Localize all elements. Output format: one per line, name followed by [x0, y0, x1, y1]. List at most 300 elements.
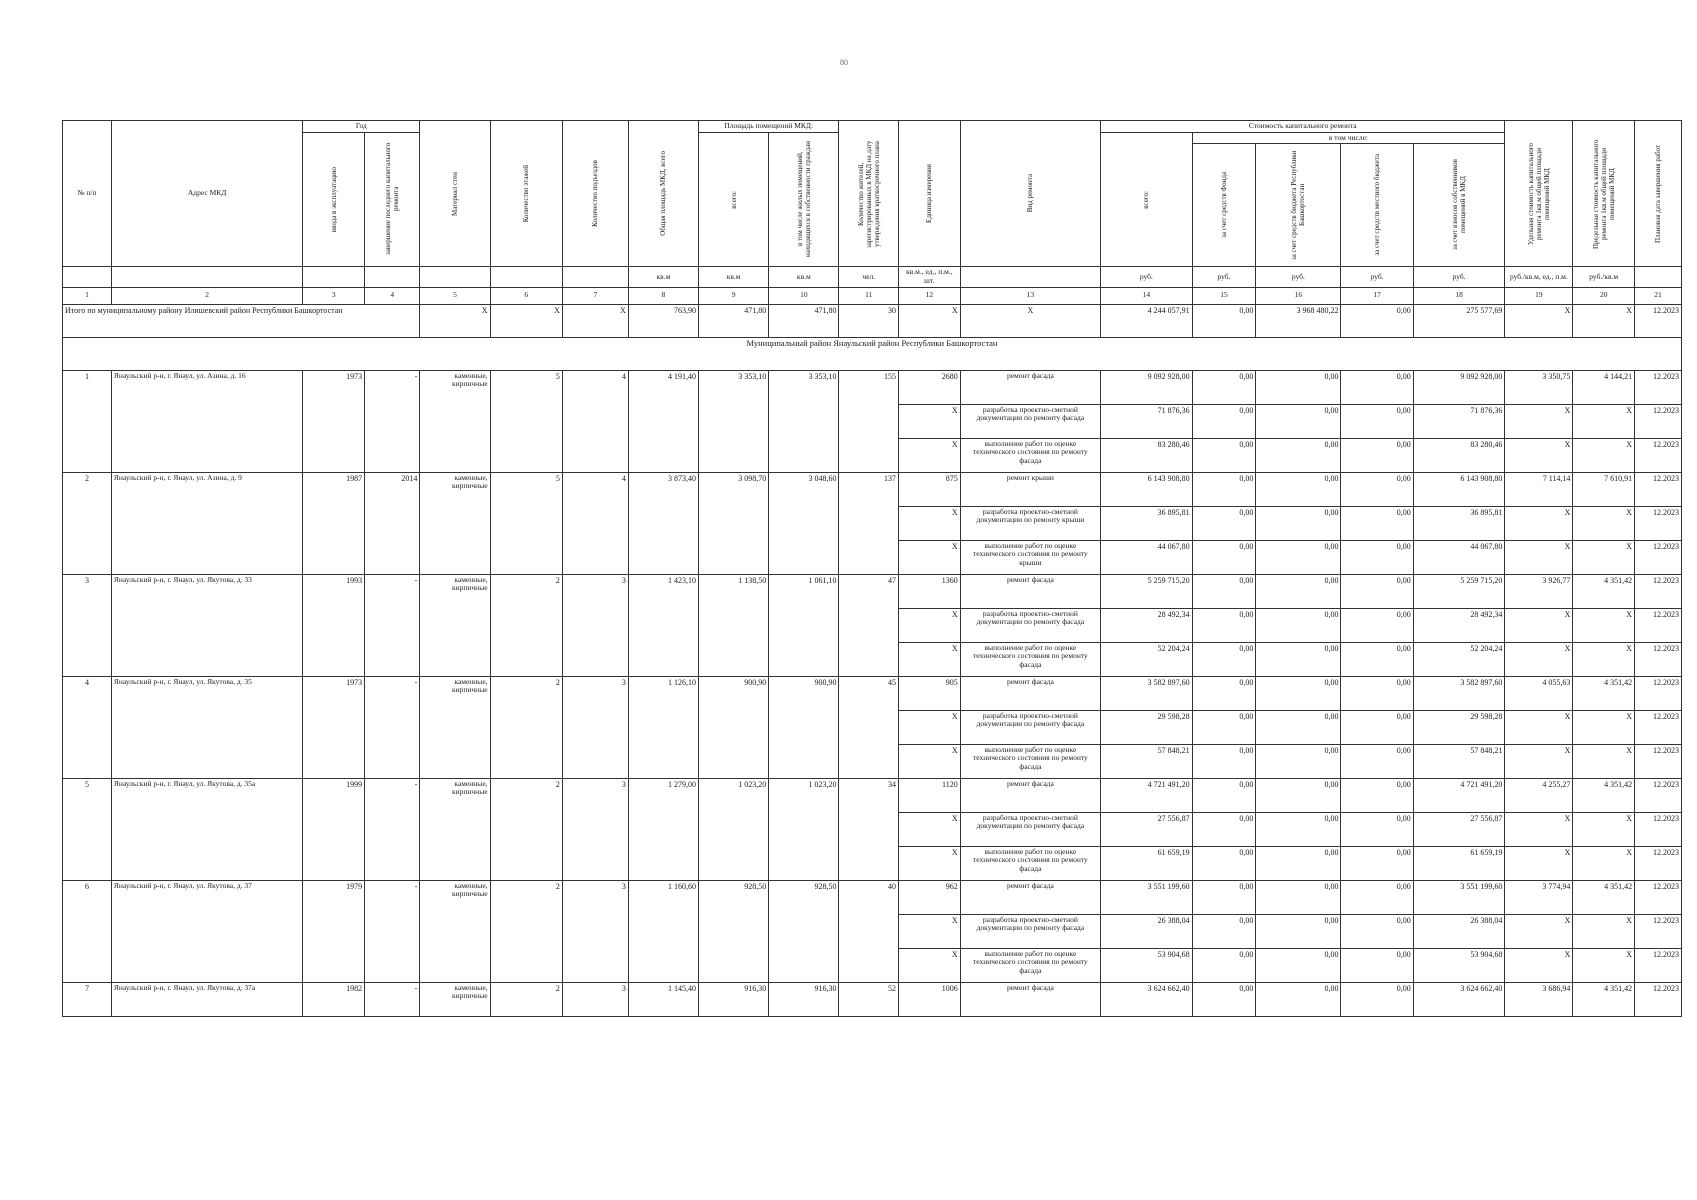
premises-total: 1 138,50 — [699, 574, 769, 676]
cost-owners: 57 848,21 — [1413, 744, 1505, 778]
cost-total: 83 280,46 — [1101, 438, 1192, 472]
year-last-repair: - — [365, 574, 420, 676]
cost-total: 52 204,24 — [1101, 642, 1192, 676]
floors-count: 2 — [490, 574, 562, 676]
column-number-cell: 9 — [699, 287, 769, 304]
cost-total: 4 721 491,20 — [1101, 778, 1192, 812]
max-cost: X — [1573, 744, 1635, 778]
cost-owners: 28 492,34 — [1413, 608, 1505, 642]
unit-cost: 7 114,14 — [1505, 472, 1573, 506]
planned-date: 12.2023 — [1635, 676, 1682, 710]
cost-fund: 0,00 — [1192, 404, 1256, 438]
unit-cost: X — [1505, 438, 1573, 472]
unit-cell: руб. — [1192, 267, 1256, 287]
column-number-cell: 13 — [960, 287, 1100, 304]
cost-total: 3 624 662,40 — [1101, 982, 1192, 1016]
cost-republic: 0,00 — [1256, 608, 1341, 642]
wall-material: каменные, кирпичные — [420, 676, 490, 778]
measure-unit: 962 — [899, 880, 961, 914]
total-row — [63, 304, 1682, 337]
cost-republic: 0,00 — [1256, 506, 1341, 540]
entrances-count: 3 — [562, 778, 628, 880]
floors-count: 5 — [490, 370, 562, 472]
unit-cell — [365, 267, 420, 287]
repair-type: выполнение работ по оценке технического состояния по ремонту фасада — [960, 642, 1100, 676]
cost-owners: 44 067,80 — [1413, 540, 1505, 574]
cost-fund: 0,00 — [1192, 506, 1256, 540]
unit-cell: кв.м — [628, 267, 698, 287]
header-num: № п/п — [63, 121, 112, 267]
building-address: Янаульский р-н, г. Янаул, ул. Якутова, д. 35а — [111, 778, 302, 880]
cost-republic: 0,00 — [1256, 642, 1341, 676]
cost-owners: 3 582 897,60 — [1413, 676, 1505, 710]
planned-date: 12.2023 — [1635, 846, 1682, 880]
planned-date: 12.2023 — [1635, 540, 1682, 574]
cost-local: 0,00 — [1341, 676, 1413, 710]
cost-republic: 0,00 — [1256, 438, 1341, 472]
building-row — [63, 472, 1682, 506]
unit-cell: кв.м., ед., п.м., шт. — [899, 267, 961, 287]
unit-cost: 4 255,27 — [1505, 778, 1573, 812]
premises-total: 916,30 — [699, 982, 769, 1016]
year-last-repair: - — [365, 982, 420, 1016]
header-unit-cost: Удельная стоимость капитального ремонта 1кв.м общей площади помещений МКД — [1505, 121, 1573, 267]
residents-count: 40 — [839, 880, 899, 982]
row-num: 3 — [63, 574, 112, 676]
header-year-commission: ввода в эксплуатацию — [303, 132, 365, 267]
cost-local: 0,00 — [1341, 506, 1413, 540]
cost-owners: 29 598,28 — [1413, 710, 1505, 744]
cost-fund: 0,00 — [1192, 982, 1256, 1016]
planned-date: 12.2023 — [1635, 642, 1682, 676]
planned-date: 12.2023 — [1635, 574, 1682, 608]
wall-material: каменные, кирпичные — [420, 982, 490, 1016]
max-cost: X — [1573, 948, 1635, 982]
cost-fund: 0,00 — [1192, 778, 1256, 812]
column-number-cell: 5 — [420, 287, 490, 304]
cost-owners: 27 556,87 — [1413, 812, 1505, 846]
cost-owners: 26 388,04 — [1413, 914, 1505, 948]
wall-material: каменные, кирпичные — [420, 778, 490, 880]
planned-date: 12.2023 — [1635, 506, 1682, 540]
row-num: 7 — [63, 982, 112, 1016]
header-year-group: Год — [303, 121, 420, 133]
wall-material: каменные, кирпичные — [420, 370, 490, 472]
year-commission: 1987 — [303, 472, 365, 574]
planned-date: 12.2023 — [1635, 370, 1682, 404]
measure-unit: 2680 — [899, 370, 961, 404]
premises-private: 1 023,20 — [769, 778, 839, 880]
header-year-last-repair: завершение последнего капитального ремонта — [365, 132, 420, 267]
unit-cost: 4 055,63 — [1505, 676, 1573, 710]
cost-local: 0,00 — [1341, 846, 1413, 880]
floors-count: 5 — [490, 472, 562, 574]
year-commission: 1973 — [303, 676, 365, 778]
unit-cell: руб./кв.м — [1573, 267, 1635, 287]
cost-fund: 0,00 — [1192, 676, 1256, 710]
measure-unit: X — [899, 846, 961, 880]
planned-date: 12.2023 — [1635, 608, 1682, 642]
residents-count: 47 — [839, 574, 899, 676]
unit-cost: 3 774,94 — [1505, 880, 1573, 914]
cost-local: 0,00 — [1341, 948, 1413, 982]
header-cost-total: всего: — [1101, 132, 1192, 267]
header-cost-republic: за счет средств бюджета Республики Башкортостан — [1256, 144, 1341, 267]
planned-date: 12.2023 — [1635, 778, 1682, 812]
premises-total: 928,50 — [699, 880, 769, 982]
cost-local: 0,00 — [1341, 438, 1413, 472]
repair-register-table — [62, 120, 1682, 1017]
row-num: 1 — [63, 370, 112, 472]
floors-count: 2 — [490, 778, 562, 880]
building-address: Янаульский р-н, г. Янаул, ул. Якутова, д. 37а — [111, 982, 302, 1016]
measure-unit: X — [899, 642, 961, 676]
unit-cell: руб. — [1413, 267, 1505, 287]
unit-cell — [562, 267, 628, 287]
repair-type: разработка проектно-сметной документации по ремонту фасада — [960, 914, 1100, 948]
max-cost: 4 144,21 — [1573, 370, 1635, 404]
cost-local: 0,00 — [1341, 914, 1413, 948]
cost-fund: 0,00 — [1192, 914, 1256, 948]
building-row — [63, 676, 1682, 710]
column-numbers-row — [63, 287, 1682, 304]
building-row — [63, 778, 1682, 812]
unit-cost: X — [1505, 608, 1573, 642]
cost-total: 53 904,68 — [1101, 948, 1192, 982]
cost-republic: 0,00 — [1256, 812, 1341, 846]
cost-total: 3 551 199,60 — [1101, 880, 1192, 914]
row-num: 4 — [63, 676, 112, 778]
column-number-cell: 16 — [1256, 287, 1341, 304]
measure-unit: X — [899, 540, 961, 574]
premises-private: 928,50 — [769, 880, 839, 982]
total-area: 4 191,40 — [628, 370, 698, 472]
unit-cell — [303, 267, 365, 287]
cost-republic: 0,00 — [1256, 370, 1341, 404]
column-number-cell: 10 — [769, 287, 839, 304]
header-measure-unit: Единица измерения — [899, 121, 961, 267]
cost-local: 0,00 — [1341, 744, 1413, 778]
max-cost: 4 351,42 — [1573, 676, 1635, 710]
unit-cost: X — [1505, 744, 1573, 778]
register-table-wrap — [62, 120, 1682, 1017]
measure-unit: X — [899, 812, 961, 846]
header-planned-date: Плановая дата завершения работ — [1635, 121, 1682, 267]
max-cost: X — [1573, 846, 1635, 880]
max-cost: 4 351,42 — [1573, 880, 1635, 914]
repair-type: выполнение работ по оценке технического состояния по ремонту крыши — [960, 540, 1100, 574]
unit-cell: кв.м — [769, 267, 839, 287]
header-residents: Количество жителей, зарегистрированных в МКД на дату утверждения краткосрочного плана — [839, 121, 899, 267]
cost-total: 57 848,21 — [1101, 744, 1192, 778]
cost-republic: 0,00 — [1256, 710, 1341, 744]
cost-fund: 0,00 — [1192, 846, 1256, 880]
cost-local: 0,00 — [1341, 710, 1413, 744]
residents-count: 45 — [839, 676, 899, 778]
column-number-cell: 12 — [899, 287, 961, 304]
total-area: 1 145,40 — [628, 982, 698, 1016]
cost-republic: 0,00 — [1256, 574, 1341, 608]
column-number-cell: 15 — [1192, 287, 1256, 304]
max-cost: X — [1573, 642, 1635, 676]
total-area: 1 160,60 — [628, 880, 698, 982]
cost-local: 0,00 — [1341, 472, 1413, 506]
building-address: Янаульский р-н, г. Янаул, ул. Азина, д. 16 — [111, 370, 302, 472]
unit-cost: X — [1505, 710, 1573, 744]
total-cost-fund: 0,00 — [1192, 304, 1256, 337]
cost-total: 9 092 928,00 — [1101, 370, 1192, 404]
unit-cell — [63, 267, 112, 287]
section-title: Муниципальный район Янаульский район Республики Башкортостан — [63, 337, 1682, 370]
unit-cell: кв.м — [699, 267, 769, 287]
building-row — [63, 880, 1682, 914]
year-last-repair: - — [365, 370, 420, 472]
cost-republic: 0,00 — [1256, 676, 1341, 710]
header-cost-local: за счет средств местного бюджета — [1341, 144, 1413, 267]
measure-unit: 905 — [899, 676, 961, 710]
year-commission: 1979 — [303, 880, 365, 982]
repair-type: разработка проектно-сметной документации по ремонту фасада — [960, 812, 1100, 846]
entrances-count: 4 — [562, 472, 628, 574]
header-repair-type: Вид ремонта — [960, 121, 1100, 267]
year-commission: 1982 — [303, 982, 365, 1016]
total-area: 3 873,40 — [628, 472, 698, 574]
cost-total: 29 598,28 — [1101, 710, 1192, 744]
header-wall-material: Материал стен — [420, 121, 490, 267]
max-cost: 4 351,42 — [1573, 982, 1635, 1016]
max-cost: X — [1573, 438, 1635, 472]
measure-unit: X — [899, 404, 961, 438]
header-total-area: Общая площадь МКД, всего — [628, 121, 698, 267]
wall-material: каменные, кирпичные — [420, 472, 490, 574]
cost-local: 0,00 — [1341, 370, 1413, 404]
measure-unit: X — [899, 710, 961, 744]
cost-owners: 6 143 908,80 — [1413, 472, 1505, 506]
repair-type: разработка проектно-сметной документации по ремонту фасада — [960, 710, 1100, 744]
unit-cost: X — [1505, 812, 1573, 846]
building-address: Янаульский р-н, г. Янаул, ул. Якутова, д. 33 — [111, 574, 302, 676]
total-area: 1 126,10 — [628, 676, 698, 778]
floors-count: 2 — [490, 676, 562, 778]
entrances-count: 3 — [562, 880, 628, 982]
building-address: Янаульский р-н, г. Янаул, ул. Якутова, д. 37 — [111, 880, 302, 982]
measure-unit: X — [899, 948, 961, 982]
cost-fund: 0,00 — [1192, 710, 1256, 744]
planned-date: 12.2023 — [1635, 710, 1682, 744]
entrances-count: 4 — [562, 370, 628, 472]
unit-cell — [490, 267, 562, 287]
total-date: 12.2023 — [1635, 304, 1682, 337]
header-premises-private: в том числе жилых помещений, находящихся в собственности граждан — [769, 132, 839, 267]
residents-count: 155 — [839, 370, 899, 472]
building-row — [63, 574, 1682, 608]
premises-total: 3 098,70 — [699, 472, 769, 574]
cost-total: 5 259 715,20 — [1101, 574, 1192, 608]
planned-date: 12.2023 — [1635, 404, 1682, 438]
max-cost: X — [1573, 608, 1635, 642]
year-last-repair: - — [365, 778, 420, 880]
wall-material: каменные, кирпичные — [420, 880, 490, 982]
measure-unit: X — [899, 914, 961, 948]
residents-count: 52 — [839, 982, 899, 1016]
premises-private: 916,30 — [769, 982, 839, 1016]
planned-date: 12.2023 — [1635, 982, 1682, 1016]
cost-republic: 0,00 — [1256, 778, 1341, 812]
repair-type: выполнение работ по оценке технического состояния по ремонту фасада — [960, 948, 1100, 982]
repair-type: выполнение работ по оценке технического состояния по ремонту фасада — [960, 846, 1100, 880]
unit-cost: X — [1505, 948, 1573, 982]
cost-fund: 0,00 — [1192, 608, 1256, 642]
column-number-cell: 7 — [562, 287, 628, 304]
cost-owners: 5 259 715,20 — [1413, 574, 1505, 608]
cost-owners: 61 659,19 — [1413, 846, 1505, 880]
entrances-count: 3 — [562, 574, 628, 676]
row-num: 6 — [63, 880, 112, 982]
entrances-count: 3 — [562, 982, 628, 1016]
premises-total: 3 353,10 — [699, 370, 769, 472]
premises-private: 3 048,60 — [769, 472, 839, 574]
planned-date: 12.2023 — [1635, 438, 1682, 472]
total-area: 1 423,10 — [628, 574, 698, 676]
cost-local: 0,00 — [1341, 608, 1413, 642]
total-unit-cost: X — [1505, 304, 1573, 337]
cost-fund: 0,00 — [1192, 948, 1256, 982]
total-entrances: X — [562, 304, 628, 337]
total-cost-republic: 3 968 480,22 — [1256, 304, 1341, 337]
measure-unit: 1360 — [899, 574, 961, 608]
cost-total: 27 556,87 — [1101, 812, 1192, 846]
unit-cost: X — [1505, 846, 1573, 880]
column-number-cell: 18 — [1413, 287, 1505, 304]
cost-fund: 0,00 — [1192, 812, 1256, 846]
total-repair-type: X — [960, 304, 1100, 337]
year-commission: 1999 — [303, 778, 365, 880]
cost-republic: 0,00 — [1256, 404, 1341, 438]
max-cost: 4 351,42 — [1573, 574, 1635, 608]
cost-republic: 0,00 — [1256, 540, 1341, 574]
planned-date: 12.2023 — [1635, 744, 1682, 778]
cost-fund: 0,00 — [1192, 880, 1256, 914]
wall-material: каменные, кирпичные — [420, 574, 490, 676]
unit-cell: руб. — [1256, 267, 1341, 287]
premises-total: 1 023,20 — [699, 778, 769, 880]
floors-count: 2 — [490, 982, 562, 1016]
cost-owners: 3 624 662,40 — [1413, 982, 1505, 1016]
header-including: в том числе: — [1192, 132, 1505, 144]
header-address: Адрес МКД — [111, 121, 302, 267]
unit-cell — [960, 267, 1100, 287]
header-entrances: Количество подъездов — [562, 121, 628, 267]
residents-count: 34 — [839, 778, 899, 880]
cost-local: 0,00 — [1341, 812, 1413, 846]
premises-private: 3 353,10 — [769, 370, 839, 472]
cost-total: 44 067,80 — [1101, 540, 1192, 574]
planned-date: 12.2023 — [1635, 812, 1682, 846]
header-floors: Количество этажей — [490, 121, 562, 267]
cost-local: 0,00 — [1341, 982, 1413, 1016]
cost-total: 26 388,04 — [1101, 914, 1192, 948]
cost-owners: 9 092 928,00 — [1413, 370, 1505, 404]
cost-republic: 0,00 — [1256, 914, 1341, 948]
header-cost-owners: за счет взносов собственников помещений в МКД — [1413, 144, 1505, 267]
total-unit: X — [899, 304, 961, 337]
measure-unit: X — [899, 744, 961, 778]
cost-owners: 83 280,46 — [1413, 438, 1505, 472]
cost-local: 0,00 — [1341, 642, 1413, 676]
year-commission: 1993 — [303, 574, 365, 676]
max-cost: X — [1573, 540, 1635, 574]
cost-local: 0,00 — [1341, 540, 1413, 574]
repair-type: выполнение работ по оценке технического состояния по ремонту фасада — [960, 744, 1100, 778]
building-row — [63, 370, 1682, 404]
repair-type: разработка проектно-сметной документации по ремонту фасада — [960, 608, 1100, 642]
header-premises-total: всего: — [699, 132, 769, 267]
max-cost: X — [1573, 506, 1635, 540]
total-max-cost: X — [1573, 304, 1635, 337]
cost-fund: 0,00 — [1192, 744, 1256, 778]
total-premises: 471,80 — [699, 304, 769, 337]
building-address: Янаульский р-н, г. Янаул, ул. Якутова, д. 35 — [111, 676, 302, 778]
cost-local: 0,00 — [1341, 404, 1413, 438]
planned-date: 12.2023 — [1635, 472, 1682, 506]
table-body — [63, 304, 1682, 1016]
year-commission: 1973 — [303, 370, 365, 472]
column-number-cell: 8 — [628, 287, 698, 304]
total-premises-private: 471,80 — [769, 304, 839, 337]
repair-type: разработка проектно-сметной документации по ремонту крыши — [960, 506, 1100, 540]
max-cost: X — [1573, 914, 1635, 948]
cost-republic: 0,00 — [1256, 472, 1341, 506]
total-cost-total: 4 244 057,91 — [1101, 304, 1192, 337]
measure-unit: X — [899, 608, 961, 642]
cost-total: 61 659,19 — [1101, 846, 1192, 880]
total-floors: X — [490, 304, 562, 337]
cost-fund: 0,00 — [1192, 472, 1256, 506]
header-cost-group: Стоимость капитального ремонта — [1101, 121, 1505, 133]
measure-unit: 1006 — [899, 982, 961, 1016]
column-number-cell: 14 — [1101, 287, 1192, 304]
table-header — [63, 121, 1682, 305]
unit-cell: руб. — [1101, 267, 1192, 287]
building-address: Янаульский р-н, г. Янаул, ул. Азина, д. 9 — [111, 472, 302, 574]
year-last-repair: 2014 — [365, 472, 420, 574]
cost-owners: 4 721 491,20 — [1413, 778, 1505, 812]
column-number-cell: 1 — [63, 287, 112, 304]
floors-count: 2 — [490, 880, 562, 982]
repair-type: разработка проектно-сметной документации по ремонту фасада — [960, 404, 1100, 438]
max-cost: X — [1573, 404, 1635, 438]
total-cost-local: 0,00 — [1341, 304, 1413, 337]
cost-fund: 0,00 — [1192, 540, 1256, 574]
repair-type: выполнение работ по оценке технического состояния по ремонту фасада — [960, 438, 1100, 472]
column-number-cell: 20 — [1573, 287, 1635, 304]
total-cost-owners: 275 577,69 — [1413, 304, 1505, 337]
units-row — [63, 267, 1682, 287]
cost-total: 71 876,36 — [1101, 404, 1192, 438]
planned-date: 12.2023 — [1635, 914, 1682, 948]
total-label: Итого по муниципальному району Илишевский район Республики Башкортостан — [63, 304, 420, 337]
column-number-cell: 11 — [839, 287, 899, 304]
cost-fund: 0,00 — [1192, 574, 1256, 608]
cost-owners: 36 895,81 — [1413, 506, 1505, 540]
cost-total: 6 143 908,80 — [1101, 472, 1192, 506]
repair-type: ремонт фасада — [960, 880, 1100, 914]
unit-cost: X — [1505, 404, 1573, 438]
cost-local: 0,00 — [1341, 880, 1413, 914]
unit-cost: X — [1505, 506, 1573, 540]
premises-private: 900,90 — [769, 676, 839, 778]
measure-unit: 1120 — [899, 778, 961, 812]
